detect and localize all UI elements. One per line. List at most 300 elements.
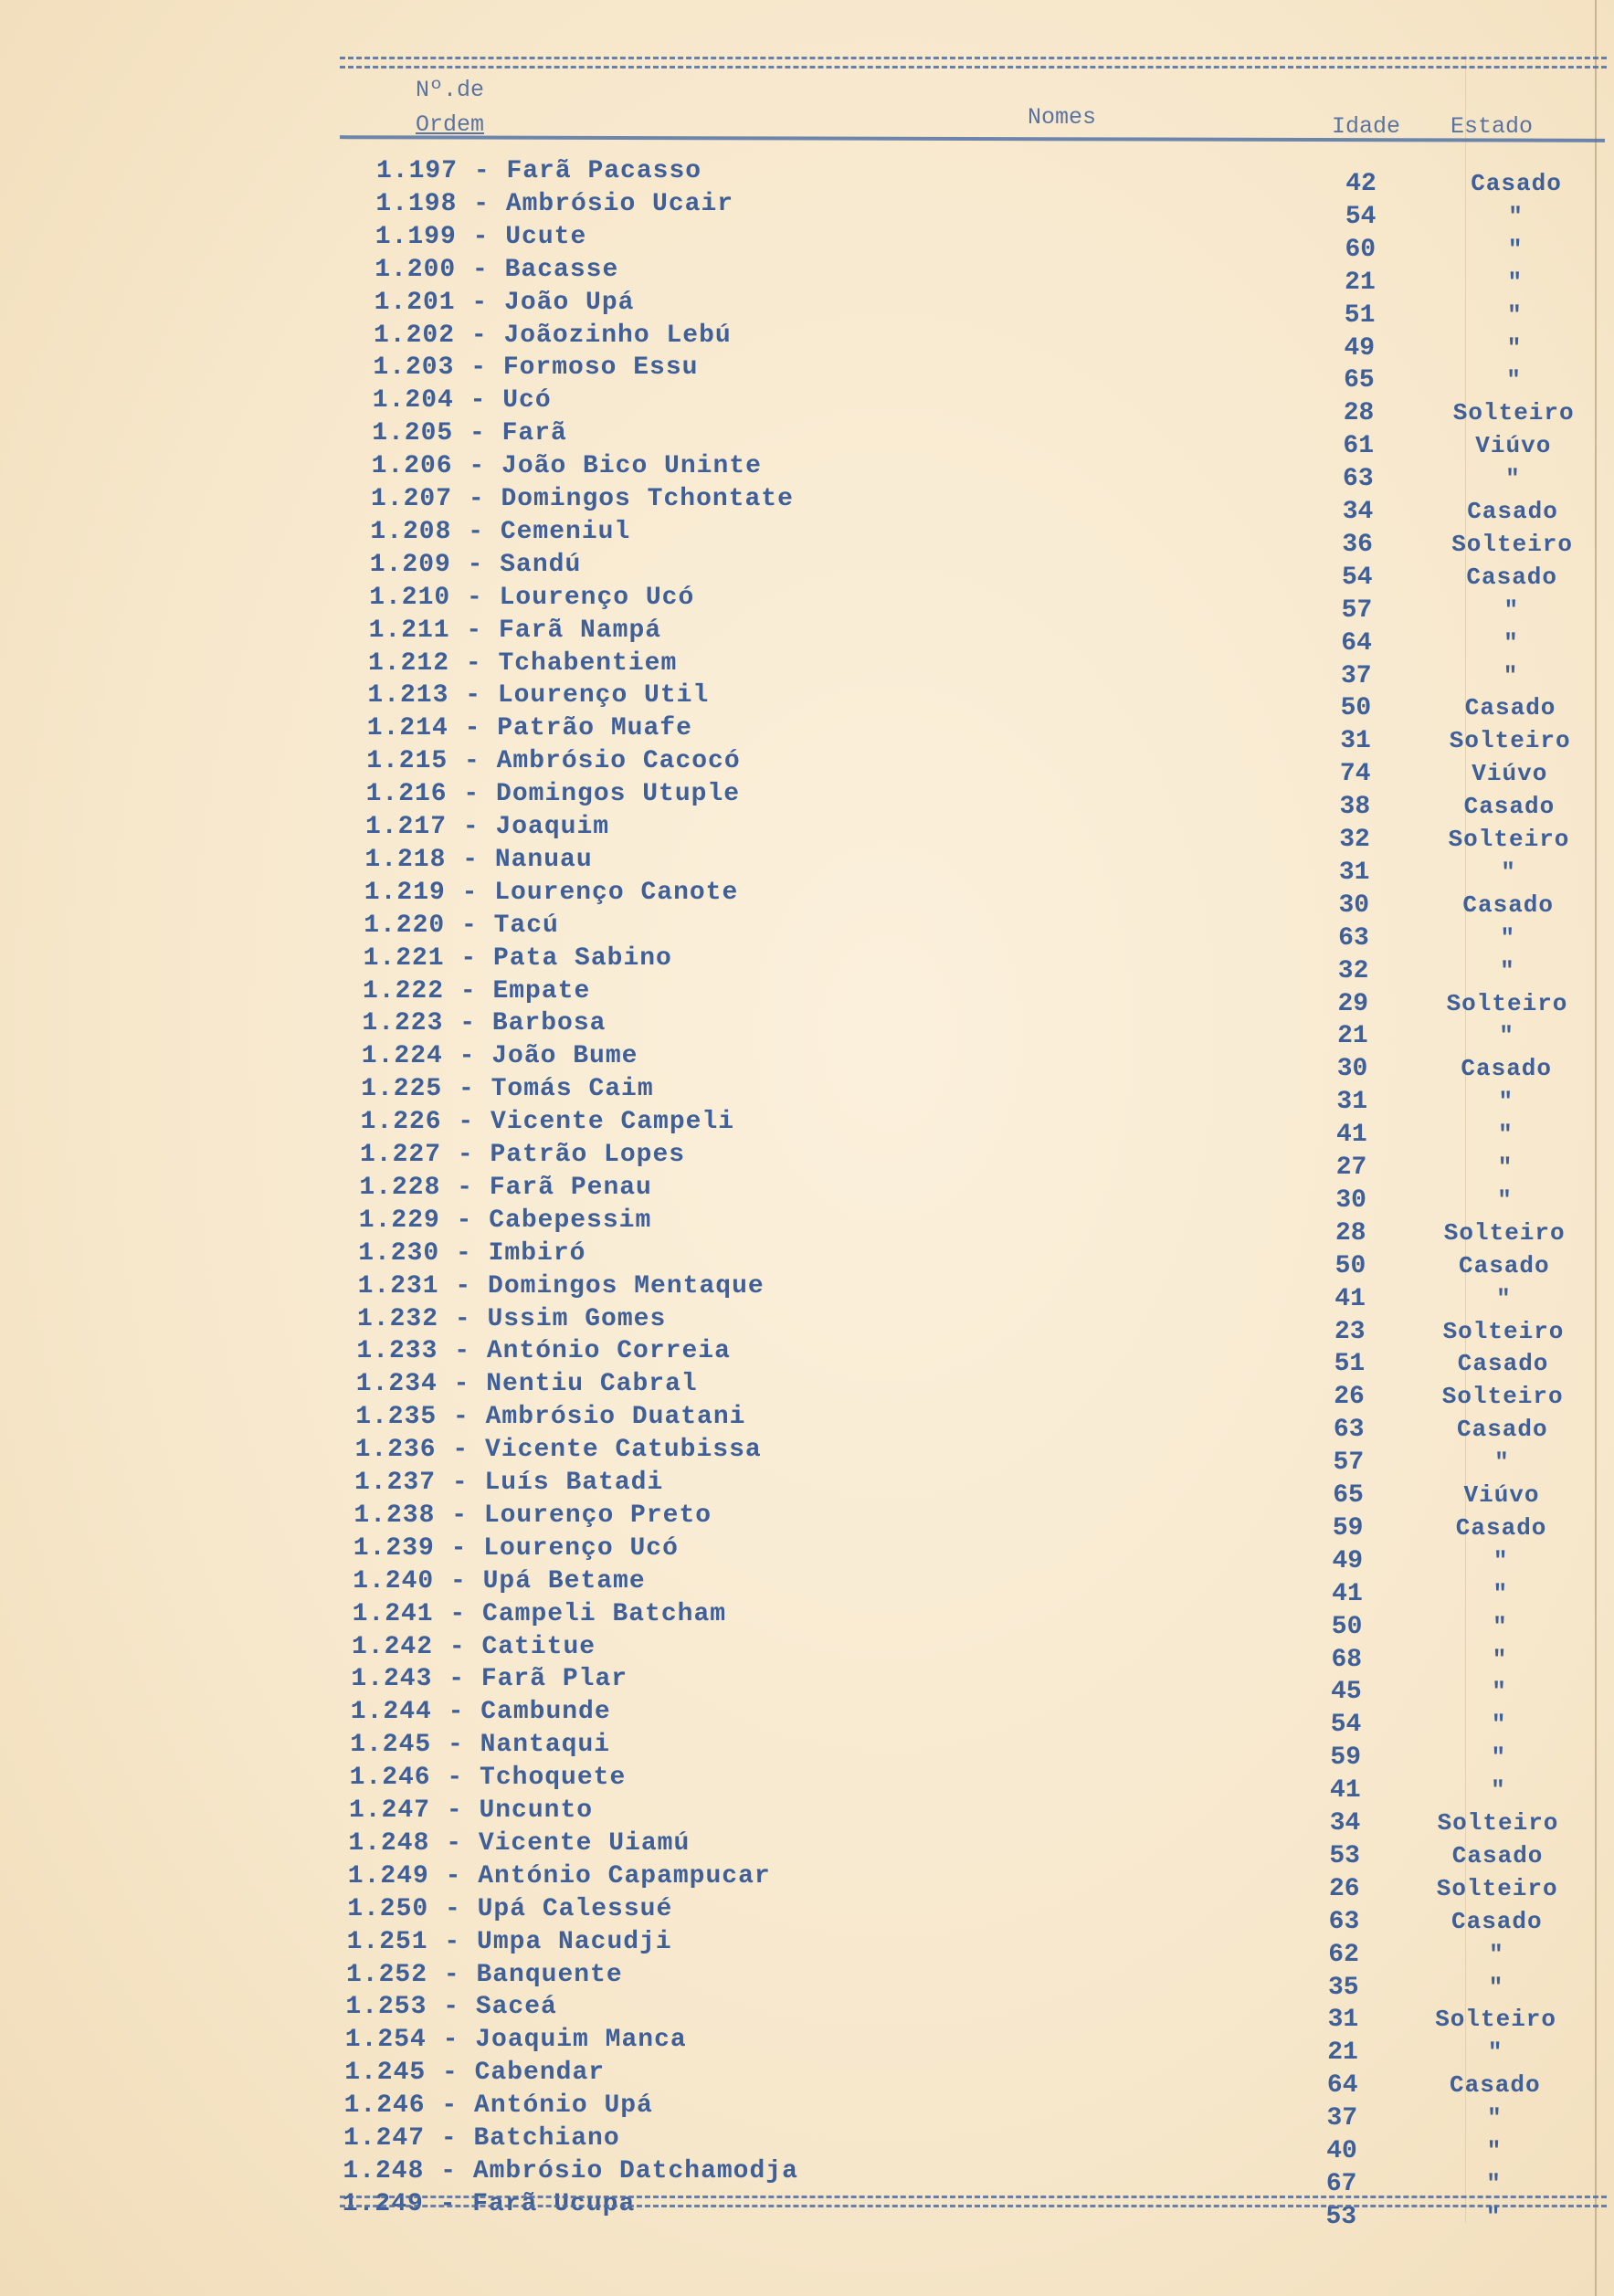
table-row bbox=[0, 943, 1614, 985]
marital-status-cell: " bbox=[1497, 1185, 1513, 1214]
person-name: Empate bbox=[492, 976, 591, 1006]
separator-dash: - bbox=[437, 1370, 487, 1399]
table-row bbox=[0, 648, 1614, 690]
person-name: Lourenço Canote bbox=[494, 878, 739, 907]
entry-number: 1.215 bbox=[366, 747, 448, 776]
separator-dash: - bbox=[426, 2026, 476, 2055]
separator-dash: - bbox=[434, 1533, 484, 1563]
separator-dash: - bbox=[442, 1042, 492, 1071]
marital-status-cell: Solteiro bbox=[1451, 530, 1574, 558]
person-name: Joaquim Manca bbox=[475, 2026, 687, 2055]
marital-status-cell: " bbox=[1507, 235, 1524, 263]
separator-dash: - bbox=[448, 714, 498, 743]
marital-status-cell: " bbox=[1506, 333, 1523, 362]
entry-number: 1.242 bbox=[352, 1632, 434, 1661]
age-cell: 31 bbox=[1338, 858, 1370, 887]
table-row bbox=[0, 1469, 1614, 1510]
marital-status-cell: " bbox=[1500, 923, 1516, 952]
person-name: Farã Pacasso bbox=[506, 157, 702, 185]
person-name: Vicente Campeli bbox=[491, 1108, 735, 1137]
marital-status-cell: Viúvo bbox=[1475, 432, 1552, 460]
marital-status-cell: " bbox=[1489, 1940, 1504, 1968]
header-number-line2: Ordem bbox=[416, 111, 485, 138]
age-cell: 41 bbox=[1334, 1284, 1366, 1313]
entry-number-name bbox=[375, 223, 586, 251]
age-cell: 49 bbox=[1344, 333, 1376, 363]
table-row bbox=[0, 911, 1614, 953]
separator-dash: - bbox=[428, 1894, 478, 1923]
entry-number: 1.221 bbox=[363, 943, 445, 973]
table-row bbox=[0, 157, 1614, 198]
entry-number: 1.244 bbox=[350, 1698, 432, 1727]
entry-number: 1.230 bbox=[358, 1238, 440, 1268]
table-row bbox=[0, 1173, 1614, 1215]
table-row bbox=[0, 1927, 1614, 1969]
marital-status-cell: Casado bbox=[1471, 170, 1562, 197]
table-row bbox=[0, 1108, 1614, 1150]
separator-dash: - bbox=[436, 1436, 486, 1465]
marital-status-cell: " bbox=[1493, 1612, 1508, 1640]
person-name: Farã Nampá bbox=[499, 616, 662, 645]
person-name: Tchabentiem bbox=[498, 648, 678, 678]
separator-dash: - bbox=[441, 1108, 491, 1137]
separator-dash: - bbox=[442, 1075, 491, 1104]
entry-number-name bbox=[376, 157, 702, 185]
entry-number: 1.240 bbox=[353, 1566, 435, 1596]
entry-number-name bbox=[348, 1829, 690, 1858]
marital-status-cell: Casado bbox=[1457, 1416, 1548, 1444]
age-cell: 51 bbox=[1344, 300, 1376, 330]
table-row bbox=[0, 321, 1614, 363]
separator-dash: - bbox=[430, 1764, 480, 1793]
entry-number-name bbox=[344, 2059, 605, 2087]
entry-number-name bbox=[363, 977, 590, 1006]
entry-number: 1.199 bbox=[374, 222, 457, 251]
top-typed-rule bbox=[340, 57, 1607, 68]
age-cell: 60 bbox=[1345, 235, 1377, 264]
separator-dash: - bbox=[425, 2124, 474, 2153]
entry-number-name bbox=[346, 1961, 623, 1989]
person-name: Tomás Caim bbox=[491, 1075, 654, 1104]
age-cell: 65 bbox=[1344, 366, 1375, 395]
entry-number-name bbox=[370, 551, 581, 579]
person-name: Domingos Utuple bbox=[496, 780, 741, 809]
table-row bbox=[0, 517, 1614, 559]
table-row bbox=[0, 255, 1614, 297]
marital-status-cell: Solteiro bbox=[1446, 989, 1568, 1017]
table-row bbox=[0, 2156, 1614, 2198]
separator-dash: - bbox=[454, 353, 503, 383]
entry-number: 1.213 bbox=[367, 681, 449, 711]
entry-number: 1.232 bbox=[357, 1304, 439, 1333]
table-row bbox=[0, 288, 1614, 330]
person-name: Imbiró bbox=[488, 1238, 586, 1268]
entry-number-name bbox=[360, 1141, 685, 1169]
entry-number: 1.222 bbox=[363, 976, 445, 1006]
entry-number-name bbox=[371, 485, 794, 513]
entry-number: 1.229 bbox=[358, 1206, 440, 1235]
age-cell: 54 bbox=[1345, 202, 1377, 231]
age-cell: 50 bbox=[1331, 1612, 1363, 1641]
separator-dash: - bbox=[443, 1009, 492, 1038]
marital-status-cell: Casado bbox=[1451, 1907, 1543, 1935]
entry-number: 1.251 bbox=[346, 1927, 428, 1956]
table-row bbox=[0, 1828, 1614, 1870]
person-name: Upá Betame bbox=[482, 1566, 646, 1596]
person-name: João Upá bbox=[504, 288, 635, 317]
table-row bbox=[0, 1075, 1614, 1117]
age-cell: 34 bbox=[1342, 498, 1374, 526]
age-cell: 61 bbox=[1343, 432, 1374, 461]
marital-status-cell: Casado bbox=[1464, 694, 1556, 722]
person-name: António Capampucar bbox=[478, 1861, 771, 1891]
age-cell: 74 bbox=[1339, 760, 1371, 789]
marital-status-cell: " bbox=[1493, 1546, 1509, 1575]
person-name: Vicente Catubissa bbox=[485, 1436, 762, 1465]
entry-number-name bbox=[353, 1501, 712, 1530]
separator-dash: - bbox=[449, 616, 500, 645]
separator-dash: - bbox=[431, 1698, 481, 1727]
entry-number: 1.235 bbox=[355, 1403, 438, 1432]
table-row bbox=[0, 1698, 1614, 1740]
person-name: Farã Ucupa bbox=[472, 2189, 636, 2218]
person-name: Cambunde bbox=[480, 1698, 611, 1727]
marital-status-cell: " bbox=[1486, 2169, 1502, 2197]
table-row bbox=[0, 1599, 1614, 1641]
person-name: Ambrósio Duatani bbox=[485, 1403, 746, 1432]
entry-number-name bbox=[373, 353, 698, 382]
separator-dash: - bbox=[445, 878, 495, 907]
age-cell: 31 bbox=[1336, 1088, 1367, 1117]
entry-number-name bbox=[372, 419, 567, 448]
person-name: Ucute bbox=[505, 222, 587, 251]
entry-number-name bbox=[356, 1370, 698, 1398]
entry-number-name bbox=[374, 289, 635, 317]
person-name: Ucó bbox=[502, 386, 552, 416]
entry-number: 1.200 bbox=[374, 255, 457, 284]
marital-status-cell: Solteiro bbox=[1435, 2006, 1557, 2034]
entry-number: 1.197 bbox=[376, 157, 459, 185]
age-cell: 30 bbox=[1335, 1185, 1366, 1215]
entry-number: 1.203 bbox=[373, 353, 455, 383]
entry-number: 1.217 bbox=[365, 813, 448, 841]
table-row bbox=[0, 976, 1614, 1018]
person-name: Lourenço Ucó bbox=[483, 1533, 679, 1563]
age-cell: 45 bbox=[1331, 1678, 1362, 1707]
age-cell: 49 bbox=[1332, 1546, 1364, 1575]
age-cell: 31 bbox=[1340, 727, 1371, 756]
table-row bbox=[0, 1764, 1614, 1806]
separator-dash: - bbox=[427, 1927, 478, 1956]
age-cell: 62 bbox=[1328, 1940, 1359, 1969]
entry-number: 1.216 bbox=[365, 780, 448, 809]
table-row bbox=[0, 353, 1614, 395]
marital-status-cell: " bbox=[1501, 858, 1516, 886]
entry-number-name bbox=[375, 190, 733, 218]
marital-status-cell: Casado bbox=[1459, 1251, 1550, 1280]
entry-number: 1.231 bbox=[357, 1271, 439, 1301]
age-cell: 57 bbox=[1333, 1448, 1365, 1478]
entry-number: 1.254 bbox=[344, 2026, 427, 2055]
age-cell: 54 bbox=[1330, 1711, 1362, 1740]
age-cell: 27 bbox=[1335, 1153, 1367, 1182]
table-row bbox=[0, 1566, 1614, 1608]
age-cell: 63 bbox=[1338, 923, 1369, 953]
table-row bbox=[0, 681, 1614, 723]
entry-number-name bbox=[343, 2124, 620, 2153]
separator-dash: - bbox=[432, 1665, 481, 1694]
entry-number: 1.208 bbox=[370, 517, 452, 546]
entry-number: 1.236 bbox=[354, 1436, 437, 1465]
separator-dash: - bbox=[437, 1403, 486, 1432]
marital-status-cell: " bbox=[1491, 1711, 1507, 1739]
marital-status-cell: Solteiro bbox=[1443, 1218, 1566, 1247]
entry-number: 1.248 bbox=[348, 1828, 430, 1858]
entry-number-name bbox=[351, 1665, 628, 1693]
entry-number-name bbox=[366, 747, 740, 775]
entry-number-name bbox=[355, 1436, 762, 1464]
entry-number-name bbox=[355, 1403, 745, 1431]
entry-number: 1.237 bbox=[354, 1469, 437, 1497]
table-row bbox=[0, 1403, 1614, 1445]
entry-number-name bbox=[356, 1337, 730, 1365]
entry-number: 1.238 bbox=[353, 1501, 436, 1530]
table-row bbox=[0, 1665, 1614, 1707]
marital-status-cell: " bbox=[1499, 1022, 1514, 1050]
age-cell: 68 bbox=[1331, 1645, 1363, 1674]
entry-number-name bbox=[343, 2157, 798, 2185]
age-cell: 63 bbox=[1333, 1416, 1365, 1445]
age-cell: 26 bbox=[1334, 1383, 1365, 1412]
table-row bbox=[0, 878, 1614, 920]
age-cell: 21 bbox=[1327, 2038, 1358, 2068]
entry-number: 1.202 bbox=[374, 321, 456, 350]
separator-dash: - bbox=[428, 1861, 479, 1891]
entry-number-name bbox=[349, 1796, 593, 1825]
table-row bbox=[0, 1632, 1614, 1674]
age-cell: 53 bbox=[1329, 1841, 1360, 1870]
table-row bbox=[0, 1533, 1614, 1575]
age-cell: 29 bbox=[1337, 989, 1369, 1018]
entry-number: 1.219 bbox=[364, 878, 446, 907]
separator-dash: - bbox=[456, 255, 505, 284]
entry-number-name bbox=[359, 1206, 651, 1235]
entry-number-name bbox=[362, 1042, 638, 1070]
entry-number-name bbox=[359, 1174, 651, 1202]
entry-number: 1.246 bbox=[349, 1764, 431, 1793]
marital-status-cell: " bbox=[1503, 661, 1519, 690]
age-cell: 59 bbox=[1332, 1513, 1364, 1543]
entry-number-name bbox=[357, 1305, 666, 1333]
separator-dash: - bbox=[440, 1173, 490, 1202]
table-row bbox=[0, 813, 1614, 854]
person-name: Joaquim bbox=[495, 813, 610, 841]
age-cell: 53 bbox=[1325, 2202, 1357, 2231]
marital-status-cell: Solteiro bbox=[1441, 1383, 1564, 1411]
entry-number: 1.225 bbox=[361, 1075, 443, 1104]
table-row bbox=[0, 222, 1614, 264]
person-name: João Bume bbox=[491, 1042, 638, 1071]
separator-dash: - bbox=[438, 1337, 487, 1366]
entry-number: 1.239 bbox=[353, 1533, 435, 1563]
separator-dash: - bbox=[447, 780, 497, 809]
table-row bbox=[0, 1796, 1614, 1838]
marital-status-cell: Casado bbox=[1466, 563, 1558, 591]
age-cell: 21 bbox=[1337, 1022, 1368, 1051]
entry-number: 1.250 bbox=[347, 1894, 429, 1923]
entry-number: 1.210 bbox=[369, 583, 451, 612]
age-cell: 23 bbox=[1334, 1317, 1366, 1346]
marital-status-cell: " bbox=[1485, 2202, 1502, 2230]
marital-status-cell: Casado bbox=[1450, 2071, 1541, 2100]
separator-dash: - bbox=[427, 1993, 476, 2022]
entry-number-name bbox=[344, 2091, 653, 2120]
separator-dash: - bbox=[430, 1796, 480, 1825]
entry-number: 1.247 bbox=[349, 1796, 431, 1825]
person-name: Joãozinho Lebú bbox=[503, 321, 732, 350]
separator-dash: - bbox=[455, 321, 504, 350]
bottom-typed-rule bbox=[340, 2196, 1607, 2207]
table-row bbox=[0, 1206, 1614, 1248]
person-name: António Correia bbox=[486, 1337, 731, 1366]
entry-number-name bbox=[367, 681, 709, 710]
table-row bbox=[0, 2124, 1614, 2165]
entry-number: 1.207 bbox=[371, 485, 453, 513]
entry-number: 1.223 bbox=[362, 1009, 444, 1038]
entry-number-name bbox=[347, 1928, 672, 1956]
person-name: Nentiu Cabral bbox=[486, 1370, 698, 1399]
age-cell: 41 bbox=[1332, 1579, 1363, 1608]
age-cell: 32 bbox=[1339, 826, 1370, 854]
entry-number: 1.252 bbox=[346, 1960, 428, 1989]
marital-status-cell: Casado bbox=[1463, 793, 1556, 821]
marital-status-cell: " bbox=[1498, 1088, 1514, 1116]
person-name: António Upá bbox=[474, 2091, 653, 2121]
age-cell: 28 bbox=[1335, 1218, 1366, 1248]
entry-number-name bbox=[347, 1895, 672, 1923]
table-row bbox=[0, 419, 1614, 461]
entry-number-name bbox=[352, 1633, 596, 1661]
age-cell: 21 bbox=[1345, 268, 1376, 297]
age-cell: 30 bbox=[1336, 1055, 1368, 1084]
separator-dash: - bbox=[447, 813, 496, 841]
age-cell: 64 bbox=[1341, 628, 1372, 658]
entry-number: 1.243 bbox=[351, 1665, 433, 1694]
table-row bbox=[0, 583, 1614, 625]
entry-number: 1.205 bbox=[372, 419, 454, 448]
table-row bbox=[0, 1009, 1614, 1051]
entry-number-name bbox=[364, 846, 592, 874]
entry-number: 1.228 bbox=[359, 1173, 441, 1202]
entry-number: 1.249 bbox=[347, 1861, 429, 1891]
separator-dash: - bbox=[433, 1599, 483, 1628]
table-row bbox=[0, 780, 1614, 822]
entry-number-name bbox=[373, 386, 552, 415]
entry-number: 1.234 bbox=[355, 1370, 438, 1399]
separator-dash: - bbox=[438, 1304, 488, 1333]
age-cell: 67 bbox=[1325, 2169, 1357, 2198]
entry-number: 1.241 bbox=[352, 1599, 434, 1628]
entry-number: 1.253 bbox=[345, 1993, 427, 2022]
separator-dash: - bbox=[425, 2091, 475, 2121]
entry-number-name bbox=[348, 1862, 771, 1891]
marital-status-cell: Solteiro bbox=[1437, 1809, 1559, 1837]
entry-number-name bbox=[369, 584, 694, 612]
person-name: Saceá bbox=[475, 1993, 557, 2022]
marital-status-cell: Casado bbox=[1461, 1055, 1553, 1083]
separator-dash: - bbox=[450, 550, 501, 579]
entry-number-name bbox=[364, 879, 738, 907]
header-underline bbox=[340, 135, 1605, 142]
table-row bbox=[0, 1304, 1614, 1346]
entry-number: 1.248 bbox=[343, 2156, 425, 2185]
header-age: Idade bbox=[1332, 113, 1401, 140]
separator-dash: - bbox=[423, 2189, 473, 2218]
header-number-line1: Nº.de bbox=[416, 77, 485, 103]
age-cell: 42 bbox=[1345, 170, 1377, 198]
marital-status-cell: " bbox=[1503, 595, 1520, 624]
table-row bbox=[0, 386, 1614, 428]
separator-dash: - bbox=[448, 681, 498, 711]
age-cell: 41 bbox=[1330, 1776, 1361, 1806]
person-name: Lourenço Ucó bbox=[499, 583, 695, 612]
entry-number-name bbox=[361, 1108, 734, 1136]
person-name: João Bico Uninte bbox=[501, 452, 762, 481]
marital-status-cell: " bbox=[1486, 2137, 1503, 2164]
person-name: Banquente bbox=[476, 1960, 623, 1989]
table-row bbox=[0, 1141, 1614, 1182]
age-cell: 32 bbox=[1337, 956, 1369, 985]
separator-dash: - bbox=[424, 2156, 473, 2185]
age-cell: 37 bbox=[1326, 2104, 1358, 2133]
person-name: Ambrósio Datchamodja bbox=[472, 2156, 798, 2185]
age-cell: 30 bbox=[1338, 890, 1370, 920]
table-row bbox=[0, 747, 1614, 789]
header-state: Estado bbox=[1450, 113, 1534, 140]
entry-number-name bbox=[369, 616, 661, 645]
separator-dash: - bbox=[426, 2059, 475, 2088]
person-name: Sandú bbox=[500, 550, 582, 579]
entry-number: 1.226 bbox=[360, 1108, 442, 1137]
entry-number-name bbox=[358, 1239, 585, 1268]
table-row bbox=[0, 1042, 1614, 1084]
age-cell: 37 bbox=[1340, 661, 1372, 690]
table-row bbox=[0, 485, 1614, 526]
table-row bbox=[0, 1960, 1614, 2002]
age-cell: 41 bbox=[1336, 1121, 1367, 1150]
table-row bbox=[0, 1271, 1614, 1313]
entry-number-name bbox=[351, 1698, 611, 1726]
marital-status-cell: " bbox=[1492, 1678, 1507, 1706]
separator-dash: - bbox=[449, 648, 499, 678]
marital-status-cell: " bbox=[1492, 1645, 1508, 1673]
marital-status-cell: " bbox=[1505, 465, 1521, 493]
separator-dash: - bbox=[433, 1632, 482, 1661]
entry-number-name bbox=[372, 452, 762, 480]
person-name: Catitue bbox=[481, 1632, 596, 1661]
marital-status-cell: " bbox=[1487, 2038, 1503, 2067]
separator-dash: - bbox=[429, 1828, 479, 1858]
separator-dash: - bbox=[439, 1238, 489, 1268]
person-name: Nanuau bbox=[494, 845, 593, 874]
person-name: Nantaqui bbox=[480, 1731, 611, 1760]
separator-dash: - bbox=[427, 1960, 477, 1989]
entry-number: 1.247 bbox=[343, 2124, 426, 2153]
person-name: Batchiano bbox=[473, 2124, 620, 2153]
marital-status-cell: " bbox=[1507, 300, 1523, 329]
entry-number: 1.218 bbox=[364, 845, 447, 874]
table-row bbox=[0, 1238, 1614, 1280]
